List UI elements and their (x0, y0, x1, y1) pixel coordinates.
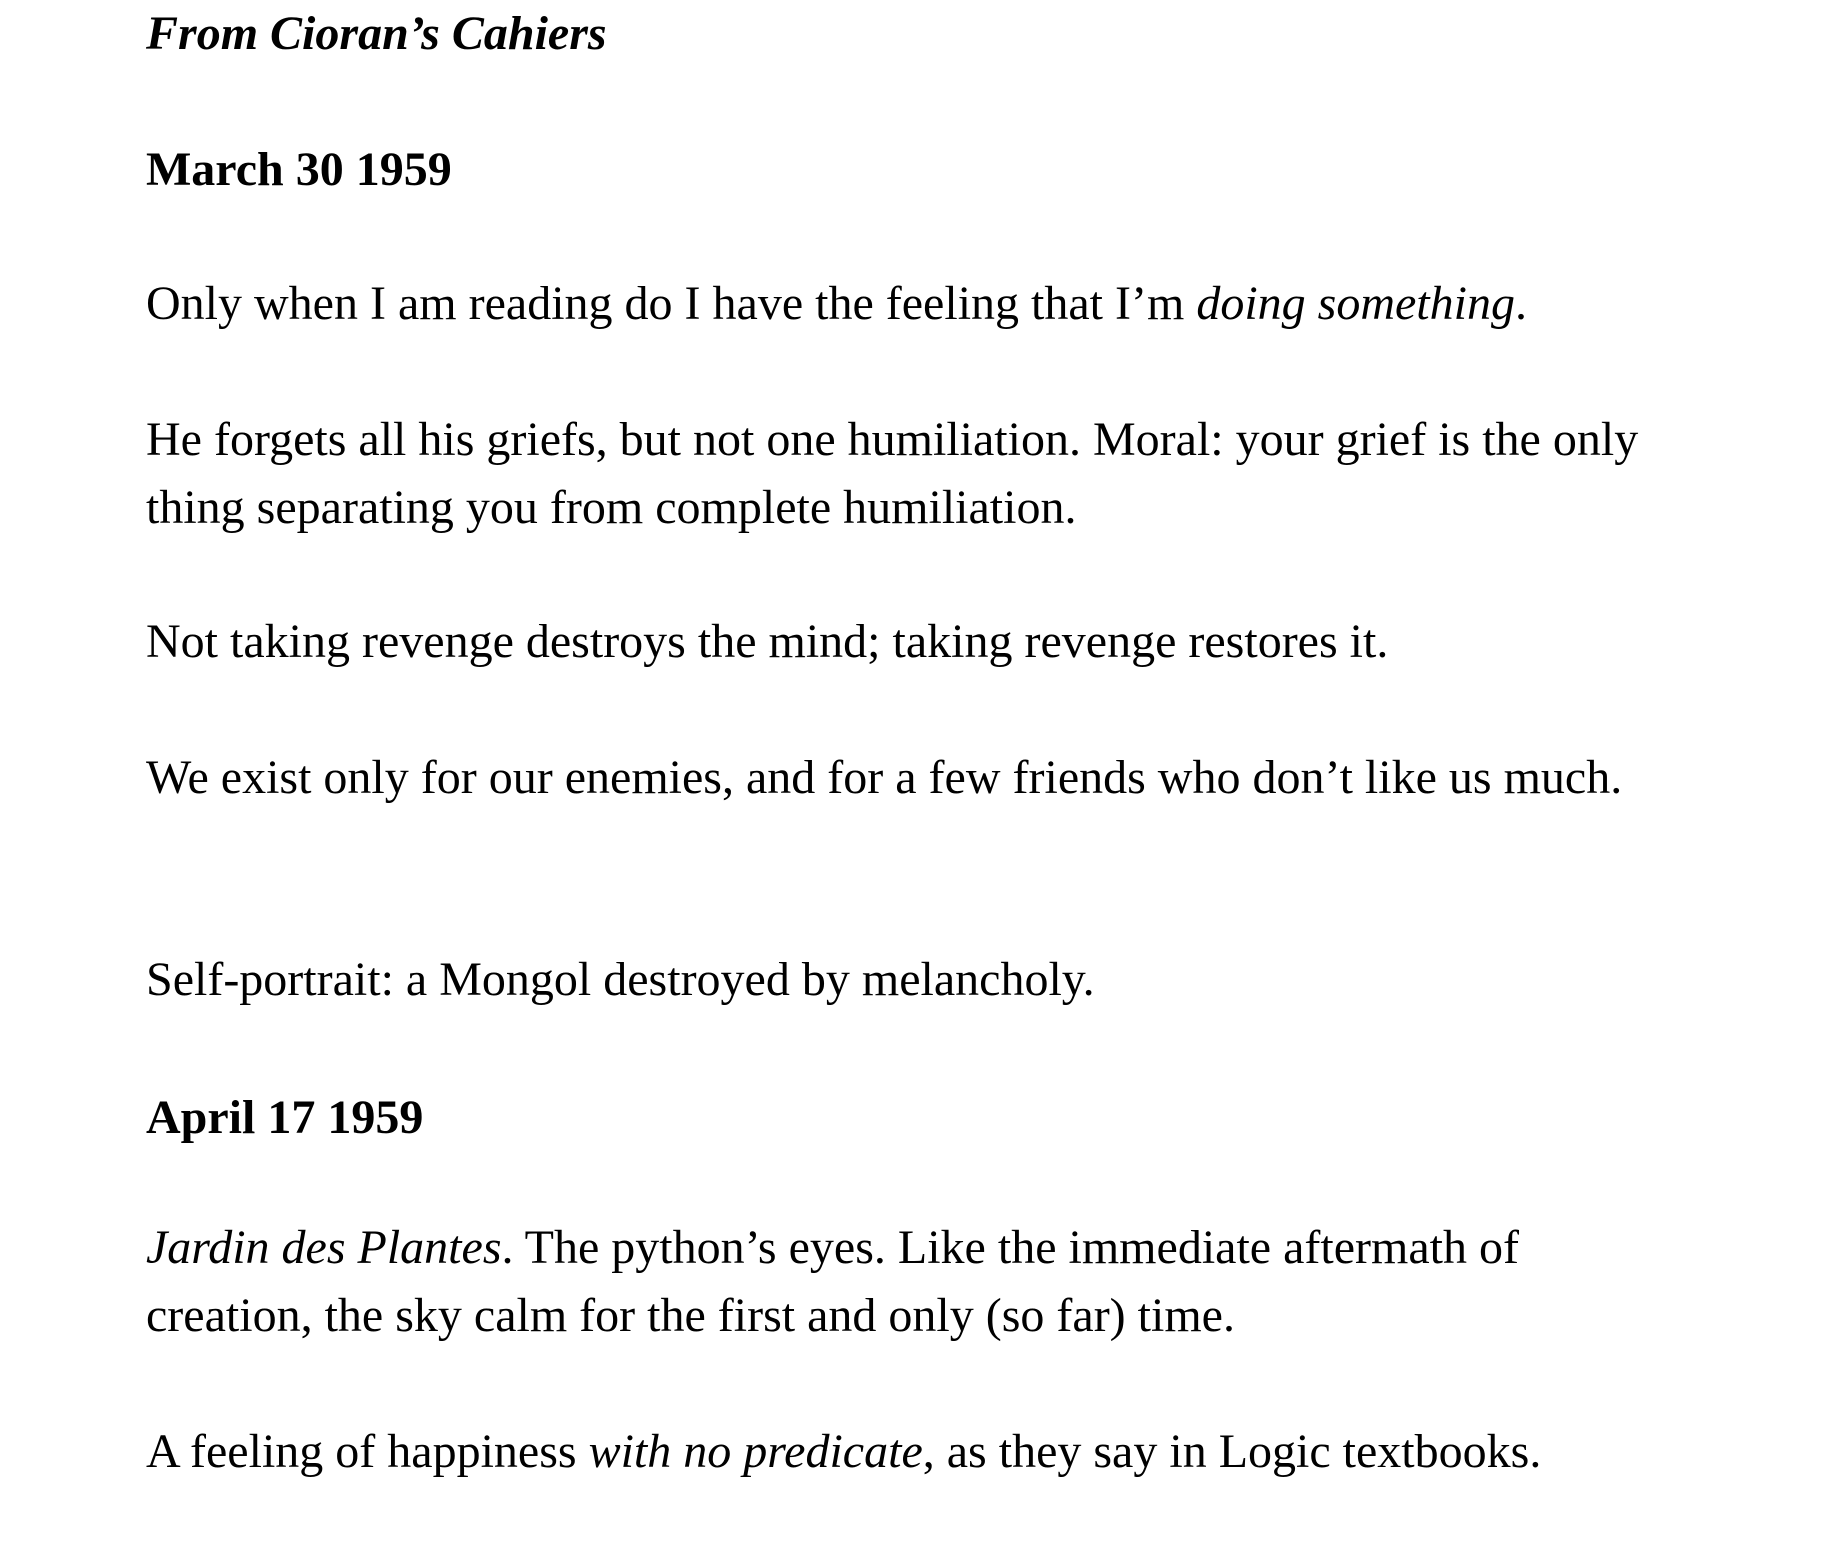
emphasized-text: doing something (1196, 277, 1515, 330)
paragraph-text: Only when I am reading do I have the feeling that I’m (146, 277, 1197, 330)
entry-paragraph: Self-portrait: a Mongol destroyed by melancholy. (146, 953, 1095, 1006)
paragraph-text: . (1514, 277, 1527, 330)
entry-date-april-17-1959: April 17 1959 (146, 1091, 424, 1144)
entry-paragraph: Not taking revenge destroys the mind; taking revenge restores it. (146, 615, 1389, 668)
emphasized-text: with no predicate (588, 1425, 923, 1478)
emphasized-text: Jardin des Plantes (146, 1221, 502, 1274)
entry-paragraph (146, 1214, 1686, 1350)
entry-paragraph: He forgets all his griefs, but not one humiliation. Moral: your grief is the only thing separating you from complete humiliation. (146, 413, 1639, 534)
entry-paragraph (146, 270, 1686, 338)
document-title: From Cioran’s Cahiers (146, 7, 607, 60)
entry-paragraph (146, 1418, 1686, 1486)
entry-paragraph: We exist only for our enemies, and for a few friends who don’t like us much. (146, 751, 1623, 804)
paragraph-text: , as they say in Logic textbooks. (922, 1425, 1542, 1478)
entry-date-march-30-1959: March 30 1959 (146, 143, 452, 196)
paragraph-text: A feeling of happiness (146, 1425, 589, 1478)
paragraph-text: . The python’s eyes. Like the immediate aftermath of creation, the sky calm for the first and only (so far) time. (146, 1221, 1519, 1342)
